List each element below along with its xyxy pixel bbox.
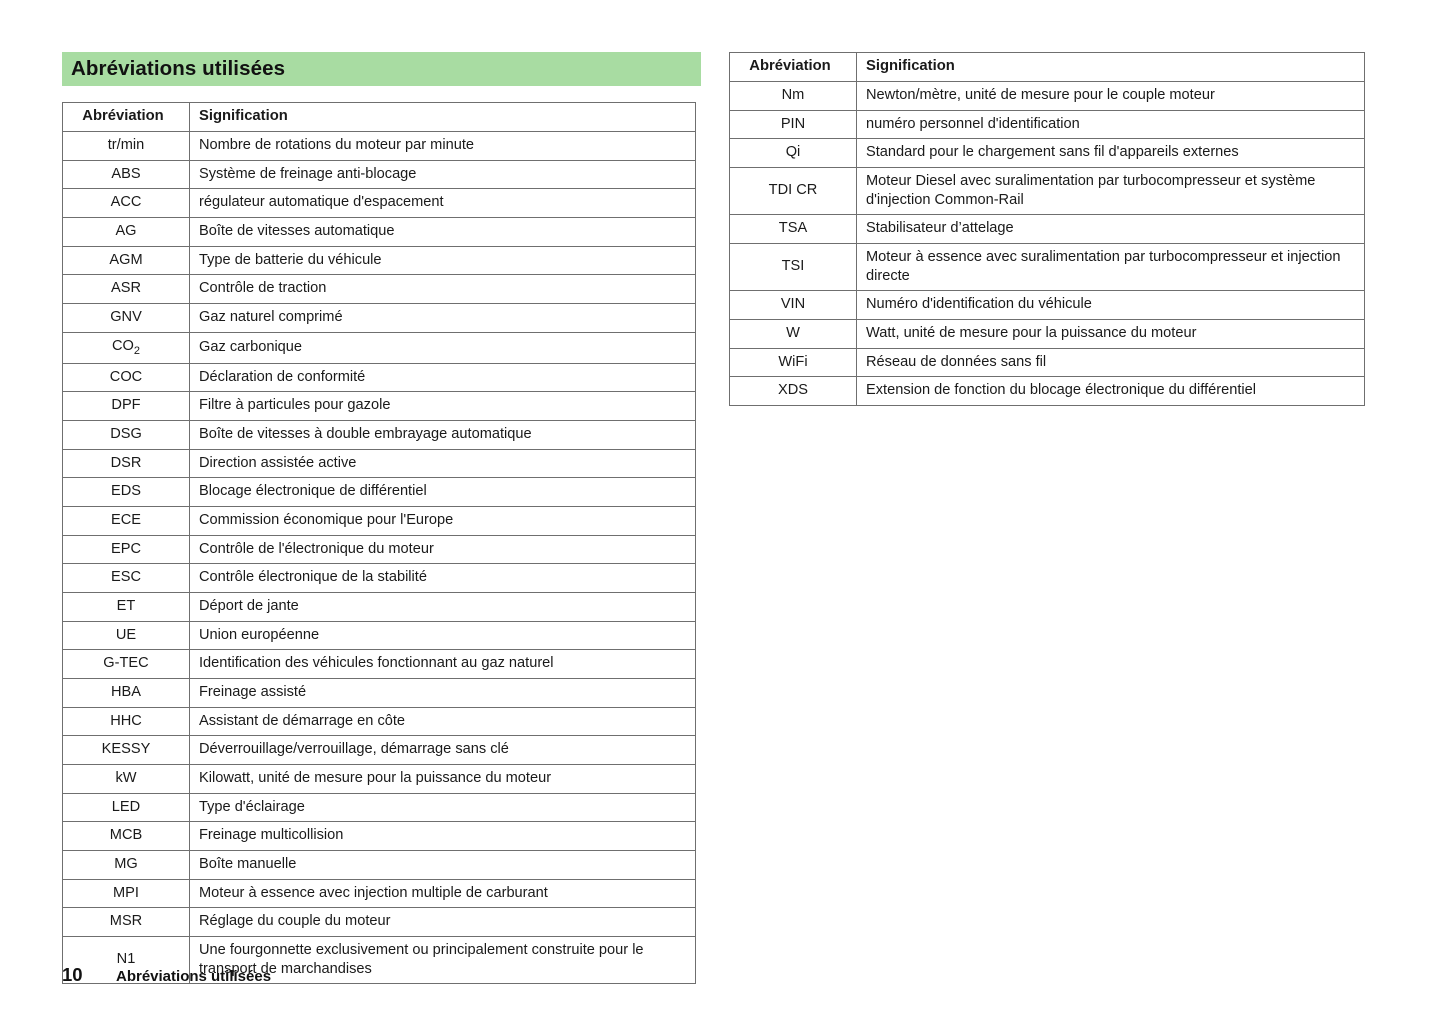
cell-abbreviation: TSI (730, 243, 857, 290)
table-row (730, 139, 1365, 168)
cell-meaning: Moteur à essence avec suralimentation par turbocompresseur et injection directe (857, 243, 1365, 290)
footer-page-number: 10 (62, 964, 83, 985)
table-row (63, 707, 696, 736)
cell-abbreviation: ECE (63, 506, 190, 535)
cell-abbreviation: DPF (63, 392, 190, 421)
column-header-abbreviation: Abréviation (63, 103, 190, 132)
cell-meaning: Type d'éclairage (190, 793, 696, 822)
table-header-row (63, 103, 696, 132)
cell-abbreviation: kW (63, 765, 190, 794)
column-header-meaning: Signification (857, 53, 1365, 82)
cell-meaning: Standard pour le chargement sans fil d'appareils externes (857, 139, 1365, 168)
cell-abbreviation: HHC (63, 707, 190, 736)
table-row (730, 243, 1365, 290)
cell-meaning: numéro personnel d'identification (857, 110, 1365, 139)
right-column (729, 52, 1365, 406)
cell-meaning: Direction assistée active (190, 449, 696, 478)
cell-abbreviation: MG (63, 851, 190, 880)
table-row (63, 908, 696, 937)
cell-meaning: Newton/mètre, unité de mesure pour le couple moteur (857, 81, 1365, 110)
cell-abbreviation: W (730, 319, 857, 348)
cell-abbreviation: ET (63, 593, 190, 622)
cell-abbreviation: KESSY (63, 736, 190, 765)
cell-meaning: Stabilisateur d’attelage (857, 215, 1365, 244)
table-row (63, 650, 696, 679)
table-row (63, 535, 696, 564)
cell-abbreviation: COC (63, 363, 190, 392)
table-head (730, 53, 1365, 82)
cell-abbreviation: MPI (63, 879, 190, 908)
cell-meaning: Boîte manuelle (190, 851, 696, 880)
cell-meaning: Extension de fonction du blocage électronique du différentiel (857, 377, 1365, 406)
table-row (63, 275, 696, 304)
cell-abbreviation: TDI CR (730, 167, 857, 214)
table-row (63, 879, 696, 908)
cell-abbreviation: tr/min (63, 131, 190, 160)
table-row (63, 392, 696, 421)
cell-meaning: Nombre de rotations du moteur par minute (190, 131, 696, 160)
table-row (730, 81, 1365, 110)
table-row (63, 303, 696, 332)
page-title: Abréviations utilisées (71, 57, 286, 80)
table-row (63, 736, 696, 765)
cell-abbreviation: DSG (63, 420, 190, 449)
cell-meaning: Réglage du couple du moteur (190, 908, 696, 937)
cell-meaning: Gaz carbonique (190, 332, 696, 363)
table-row (63, 564, 696, 593)
cell-meaning: Déclaration de conformité (190, 363, 696, 392)
cell-abbreviation: Nm (730, 81, 857, 110)
cell-meaning: Identification des véhicules fonctionnant au gaz naturel (190, 650, 696, 679)
cell-abbreviation: VIN (730, 291, 857, 320)
cell-abbreviation: ABS (63, 160, 190, 189)
cell-abbreviation: MSR (63, 908, 190, 937)
cell-abbreviation: HBA (63, 679, 190, 708)
cell-abbreviation: ACC (63, 189, 190, 218)
cell-meaning: Freinage multicollision (190, 822, 696, 851)
cell-meaning: Union européenne (190, 621, 696, 650)
cell-abbreviation: DSR (63, 449, 190, 478)
table-row (63, 246, 696, 275)
cell-meaning: Freinage assisté (190, 679, 696, 708)
cell-abbreviation: MCB (63, 822, 190, 851)
cell-meaning: Contrôle de traction (190, 275, 696, 304)
cell-abbreviation: UE (63, 621, 190, 650)
table-header-row (730, 53, 1365, 82)
cell-abbreviation: PIN (730, 110, 857, 139)
cell-abbreviation: AG (63, 217, 190, 246)
cell-abbreviation: N1 (63, 937, 190, 984)
table-row (63, 160, 696, 189)
cell-abbreviation: EPC (63, 535, 190, 564)
cell-meaning: Boîte de vitesses automatique (190, 217, 696, 246)
cell-meaning: Assistant de démarrage en côte (190, 707, 696, 736)
table-row (63, 332, 696, 363)
footer-page-title: Abréviations utilisées (116, 968, 272, 985)
cell-meaning: Watt, unité de mesure pour la puissance du moteur (857, 319, 1365, 348)
cell-abbreviation: WiFi (730, 348, 857, 377)
table-body (63, 131, 696, 983)
abbreviations-table-right (729, 52, 1365, 406)
table-row (63, 449, 696, 478)
cell-abbreviation: ESC (63, 564, 190, 593)
cell-abbreviation: EDS (63, 478, 190, 507)
cell-meaning: Numéro d'identification du véhicule (857, 291, 1365, 320)
table-row (63, 679, 696, 708)
table-head (63, 103, 696, 132)
cell-meaning: Déport de jante (190, 593, 696, 622)
section-header (62, 52, 701, 86)
table-row (63, 478, 696, 507)
page-footer (62, 964, 271, 986)
cell-meaning: Filtre à particules pour gazole (190, 392, 696, 421)
cell-meaning: Une fourgonnette exclusivement ou principalement construite pour le transport de marchandises (190, 937, 696, 984)
cell-meaning: Gaz naturel comprimé (190, 303, 696, 332)
table-row (63, 420, 696, 449)
cell-meaning: Réseau de données sans fil (857, 348, 1365, 377)
cell-abbreviation: LED (63, 793, 190, 822)
column-header-abbreviation: Abréviation (730, 53, 857, 82)
cell-abbreviation: ASR (63, 275, 190, 304)
cell-abbreviation: XDS (730, 377, 857, 406)
cell-meaning: Déverrouillage/verrouillage, démarrage sans clé (190, 736, 696, 765)
table-row (63, 217, 696, 246)
cell-meaning: Moteur Diesel avec suralimentation par turbocompresseur et système d'injection Common-Rail (857, 167, 1365, 214)
table-row (63, 851, 696, 880)
left-column (62, 52, 696, 984)
cell-abbreviation: $CO_2$ (63, 332, 190, 363)
abbreviations-table-left (62, 102, 696, 984)
cell-meaning: Moteur à essence avec injection multiple de carburant (190, 879, 696, 908)
cell-meaning: Contrôle électronique de la stabilité (190, 564, 696, 593)
cell-abbreviation: GNV (63, 303, 190, 332)
cell-abbreviation: G-TEC (63, 650, 190, 679)
cell-abbreviation: TSA (730, 215, 857, 244)
cell-meaning: Type de batterie du véhicule (190, 246, 696, 275)
table-row (63, 363, 696, 392)
table-row (730, 319, 1365, 348)
cell-abbreviation: AGM (63, 246, 190, 275)
table-row (730, 291, 1365, 320)
table-row (63, 765, 696, 794)
table-row (63, 793, 696, 822)
cell-meaning: Boîte de vitesses à double embrayage automatique (190, 420, 696, 449)
cell-meaning: régulateur automatique d'espacement (190, 189, 696, 218)
table-row (63, 593, 696, 622)
cell-meaning: Système de freinage anti-blocage (190, 160, 696, 189)
table-row (63, 506, 696, 535)
table-row (63, 189, 696, 218)
column-header-meaning: Signification (190, 103, 696, 132)
cell-meaning: Kilowatt, unité de mesure pour la puissance du moteur (190, 765, 696, 794)
table-body (730, 81, 1365, 405)
table-row (63, 131, 696, 160)
table-row (730, 377, 1365, 406)
cell-meaning: Blocage électronique de différentiel (190, 478, 696, 507)
cell-meaning: Contrôle de l'électronique du moteur (190, 535, 696, 564)
table-row (63, 621, 696, 650)
table-row (730, 110, 1365, 139)
cell-abbreviation: Qi (730, 139, 857, 168)
table-row (730, 215, 1365, 244)
table-row (730, 348, 1365, 377)
cell-meaning: Commission économique pour l'Europe (190, 506, 696, 535)
table-row (63, 822, 696, 851)
table-row (730, 167, 1365, 214)
